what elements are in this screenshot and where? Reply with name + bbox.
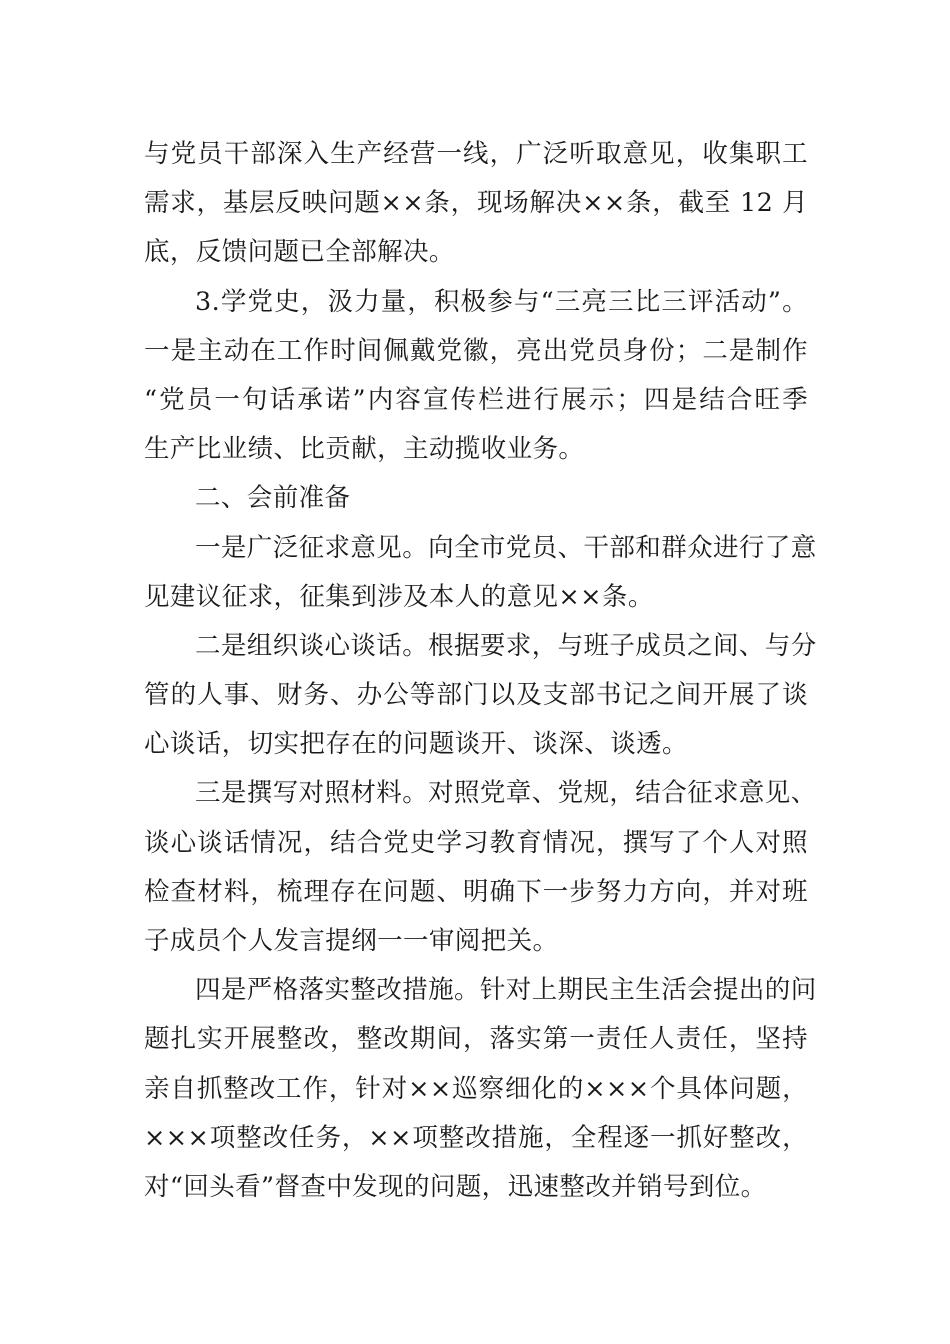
paragraph-comparison-materials bbox=[144, 769, 817, 966]
text-line: 子成员个人发言提纲一一审阅把关。 bbox=[144, 926, 559, 956]
text-line: “党员一句话承诺”内容宣传栏进行展示；四是结合旺季 bbox=[144, 384, 808, 415]
text-line: 底，反馈问题已全部解决。 bbox=[144, 237, 455, 268]
text-line: 谈心谈话情况，结合党史学习教育情况，撰写了个人对照 bbox=[144, 827, 808, 858]
text-line: 生产比业绩、比贡献，主动揽收业务。 bbox=[144, 434, 585, 465]
text-line: 见建议征求，征集到涉及本人的意见××条。 bbox=[144, 581, 654, 612]
text-line: ×××项整改任务，××项整改措施，全程逐一抓好整改， bbox=[144, 1122, 808, 1153]
section-heading-preparation bbox=[144, 474, 808, 523]
text-line: 题扎实开展整改，整改期间，落实第一责任人责任，坚持 bbox=[144, 1024, 808, 1055]
paragraph-solicit-opinions bbox=[144, 524, 817, 622]
text-line: 需求，基层反映问题××条，现场解决××条，截至 12 月 bbox=[144, 188, 808, 219]
paragraph-party-history-activity bbox=[144, 278, 808, 475]
text-line: 亲自抓整改工作，针对××巡察细化的×××个具体问题， bbox=[144, 1073, 808, 1104]
document-body bbox=[144, 130, 817, 1212]
text-line: 与党员干部深入生产经营一线，广泛听取意见，收集职工 bbox=[144, 139, 808, 169]
text-line: 一是广泛征求意见。向全市党员、干部和群众进行了意 bbox=[195, 532, 817, 563]
text-line: 四是严格落实整改措施。针对上期民主生活会提出的问 bbox=[195, 975, 817, 1006]
paragraph-rectification-measures bbox=[144, 966, 817, 1212]
text-line: 二是组织谈心谈话。根据要求，与班子成员之间、与分 bbox=[195, 630, 817, 661]
section-heading: 二、会前准备 bbox=[195, 483, 351, 514]
paragraph-feedback-collection bbox=[144, 130, 808, 278]
text-line: 检查材料，梳理存在问题、明确下一步努力方向，并对班 bbox=[144, 876, 808, 907]
text-line: 对“回头看”督查中发现的问题，迅速整改并销号到位。 bbox=[144, 1171, 767, 1202]
text-line: 管的人事、财务、办公等部门以及支部书记之间开展了谈 bbox=[144, 680, 808, 711]
paragraph-heart-to-heart-talks bbox=[144, 622, 817, 770]
text-line: 一是主动在工作时间佩戴党徽，亮出党员身份；二是制作 bbox=[144, 335, 808, 366]
text-line: 心谈话，切实把存在的问题谈开、谈深、谈透。 bbox=[144, 729, 688, 760]
text-line: 3.学党史，汲力量，积极参与“三亮三比三评活动”。 bbox=[195, 286, 808, 317]
text-line: 三是撰写对照材料。对照党章、党规，结合征求意见、 bbox=[195, 778, 817, 809]
